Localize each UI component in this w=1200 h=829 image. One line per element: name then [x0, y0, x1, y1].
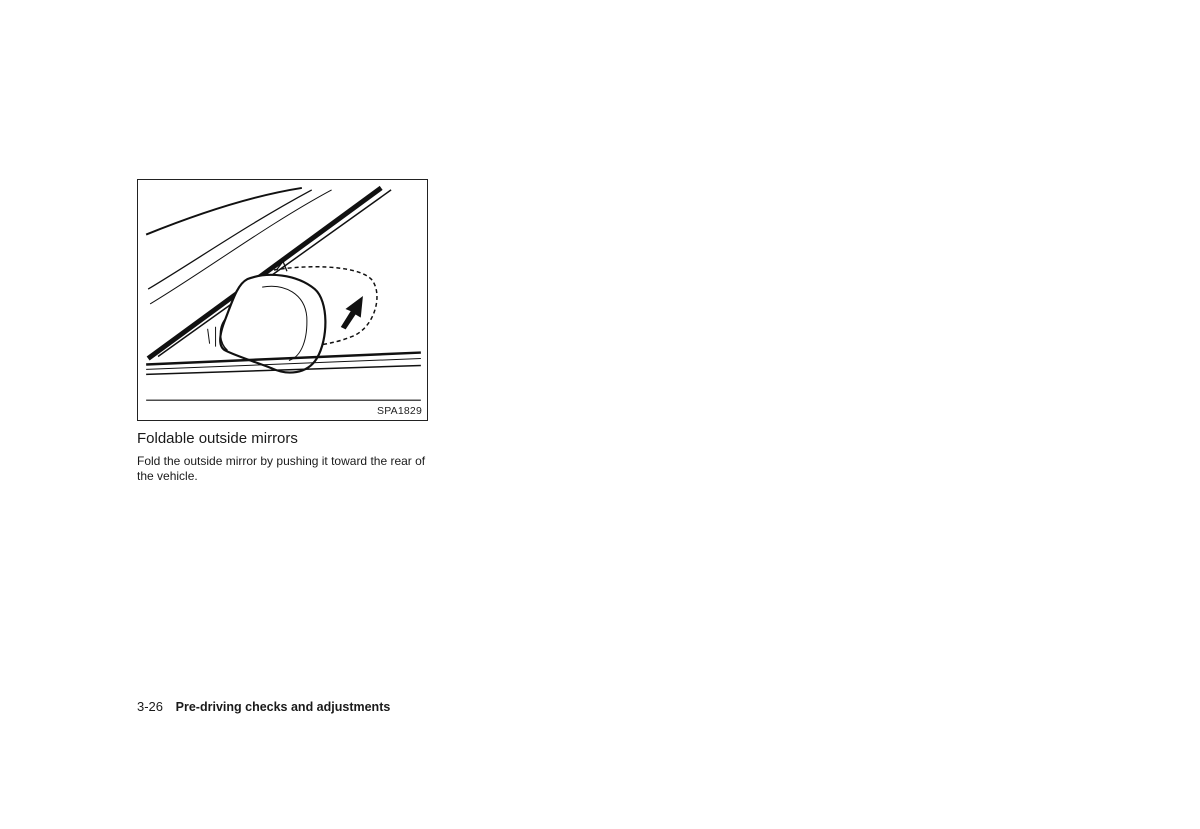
folding-side-mirror-illustration [138, 180, 427, 420]
section-body-text: Fold the outside mirror by pushing it toward the rear of the vehicle. [137, 454, 426, 483]
mirror-figure [137, 179, 428, 421]
page-number: 3-26 [137, 699, 164, 714]
page-footer [137, 699, 390, 714]
section-heading: Foldable outside mirrors [137, 430, 298, 447]
figure-code: SPA1829 [377, 405, 422, 417]
footer-section-title: Pre-driving checks and adjustments [175, 700, 391, 714]
